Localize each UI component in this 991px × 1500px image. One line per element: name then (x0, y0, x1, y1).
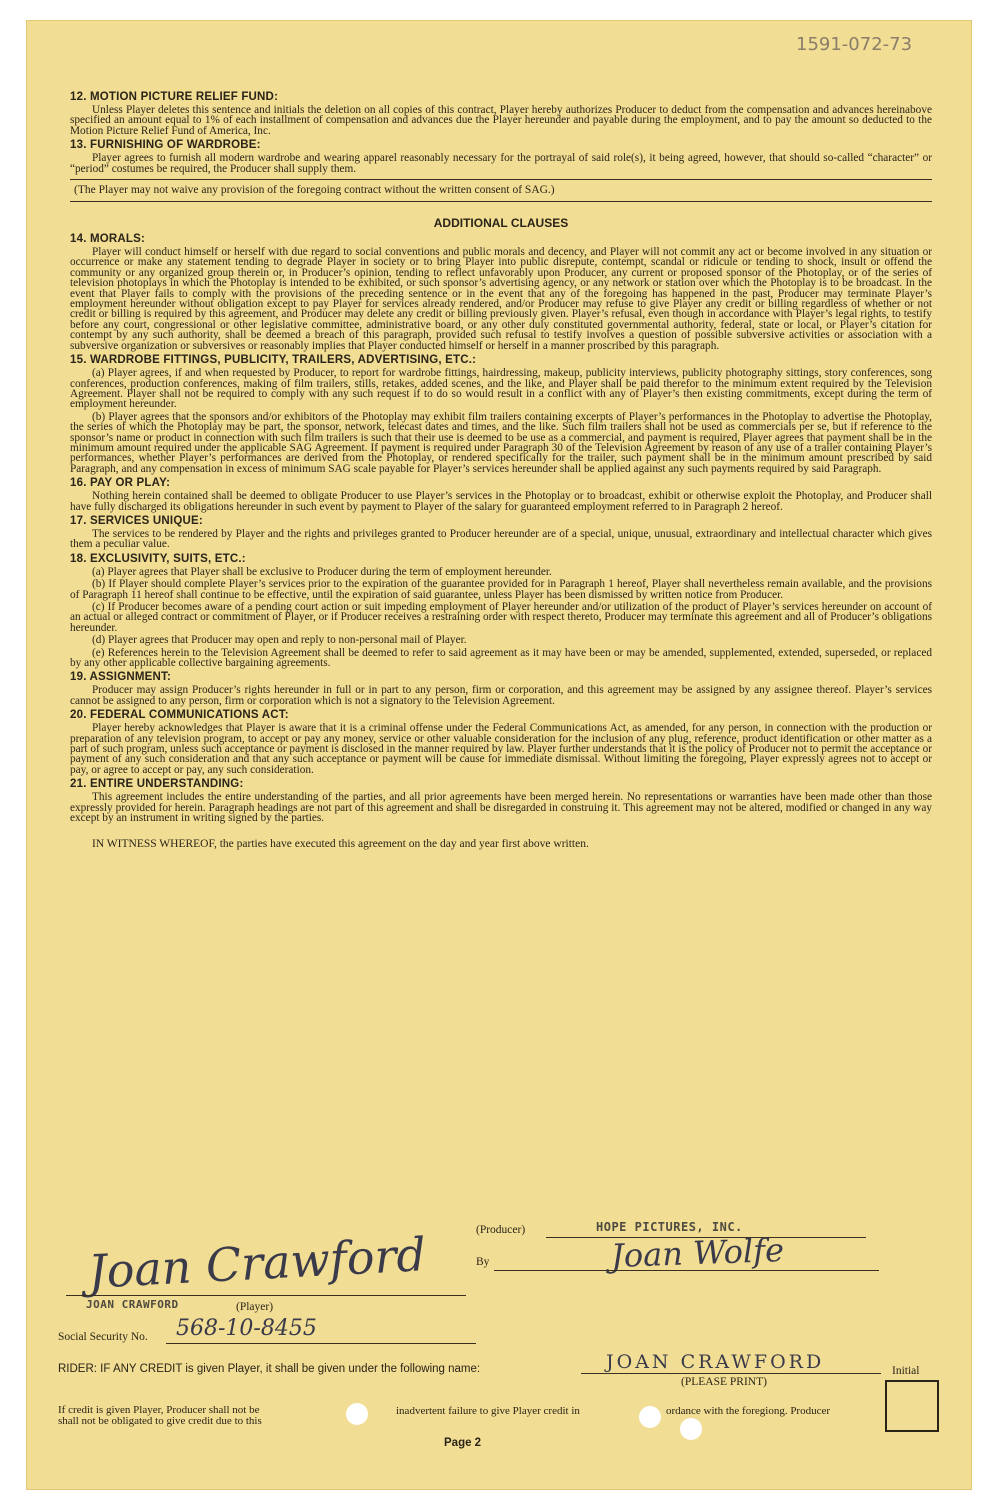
section-paragraph: Unless Player deletes this sentence and initials the deletion on all copies of this contract, Player hereby authorizes Producer to deduct from the compensation and advances hereinabove specified an amount equal to 1% of each installment of compensation and advances due the Player hereunder and payable during the employment, and to pay the amount so deducted to the Motion Picture Relief Fund of America, Inc. (70, 104, 932, 137)
waiver-note: (The Player may not waive any provision of the foregoing contract without the written consent of SAG.) (74, 184, 555, 197)
section-title: 15. WARDROBE FITTINGS, PUBLICITY, TRAILERS, ADVERTISING, ETC.: (70, 354, 477, 367)
producer-signature: Joan Wolfe (610, 1230, 785, 1276)
contract-section (70, 354, 932, 474)
section-paragraph: Player will conduct himself or herself with due regard to social conventions and public morals and decency, and Player will not commit any act or become involved in any situation or occurrence or make any statement tending to degrade Player in society or to bring Player into public disrepute, contempt, scandal or ridicule or tending to shock, insult or offend the community or any organized group therein or, in Producer’s opinion, tending to reflect unfavorably upon Producer, any current or proposed sponsor of the Photoplay, or of the series of television photoplays in which the Photoplay is intended to be exhibited, or such sponsor’s advertising agency, or any network or station over which the Photoplay is to be broadcast. In the event that Player fails to comply with the provisions of the preceding sentence or in the event that any of the foregoing has happened in the past, Producer may terminate Player’s employment hereunder without obligation except to pay Player for services already rendered, and/or Producer may refuse to give Player any credit or billing regardless of whether or not credit or billing is required by this agreement, and Producer may delete any credit or billing previously given. Player’s refusal, even though in accordance with Player’s legal rights, to testify before any court, congressional or other legislative committee, administrative board, or any other duly constituted governmental authority, federal, state or local, or Player’s citation for contempt by any such authority, shall be deemed a breach of this paragraph, provided such refusal to testify involves a question of possible subversive activities or association with a subversive organization or subversives or reasonably implies that Player conducted himself or herself in a manner proscribed by this paragraph. (70, 246, 932, 352)
player-name-stamp: JOAN CRAWFORD (86, 1298, 179, 1311)
additional-clauses-title: ADDITIONAL CLAUSES (433, 216, 569, 231)
contract-section (70, 477, 932, 512)
player-signature: Joan Crawford (86, 1227, 428, 1299)
section-title: 20. FEDERAL COMMUNICATIONS ACT: (70, 709, 289, 722)
contract-page (26, 20, 972, 1490)
witness-clause: IN WITNESS WHEREOF, the parties have executed this agreement on the day and year first above written. (92, 837, 589, 850)
contract-section (70, 709, 932, 775)
section-title: 12. MOTION PICTURE RELIEF FUND: (70, 91, 279, 103)
rider-text: RIDER: IF ANY CREDIT is given Player, it shall be given under the following name: (58, 1363, 481, 1375)
player-line (66, 1295, 466, 1296)
ssn-value: 568-10-8455 (176, 1316, 317, 1341)
section-title: 14. MORALS: (70, 233, 146, 246)
divider (70, 179, 932, 180)
contract-body (70, 88, 932, 850)
punch-hole (639, 1406, 661, 1428)
section-title: 18. EXCLUSIVITY, SUITS, ETC.: (70, 552, 246, 565)
contract-section (70, 671, 932, 706)
ssn-label: Social Security No. (58, 1331, 148, 1343)
section-paragraph: Player hereby acknowledges that Player is aware that it is a criminal offense under the Federal Communications Act, as amended, for any person, in connection with the production or preparation of any television program, to accept or pay any money, service or other valuable consideration for the inclusion of any plug, reference, product identification or other matter as a part of such program, unless such acceptance or payment is disclosed in the manner required by law. Player further understands that it is the policy of Producer not to permit the acceptance or payment of any such consideration and that any such acceptance or payment will be cause for immediate dismissal. Without limiting the foregoing, Player expressly agrees not to accept or pay, or agree to accept or pay, any such consideration. (70, 722, 932, 776)
rider-line (581, 1373, 881, 1374)
ssn-line (166, 1343, 476, 1344)
contract-section (70, 553, 932, 669)
divider (70, 201, 932, 202)
section-title: 17. SERVICES UNIQUE: (70, 514, 203, 527)
producer-name-stamp: HOPE PICTURES, INC. (596, 1220, 743, 1234)
section-title: 21. ENTIRE UNDERSTANDING: (70, 778, 244, 791)
section-paragraph: (a) Player agrees that Player shall be exclusive to Producer during the term of employment hereunder. (92, 565, 552, 578)
sections (70, 233, 932, 823)
section-paragraph: (a) Player agrees, if and when requested by Producer, to report for wardrobe fittings, hairdressing, makeup, publicity interviews, publicity photography sittings, story conferences, song conferences, production conferences, making of film trailers, stills, retakes, added scenes, and the like, and Player shall be paid therefor to the minimum extent required by the Television Agreement. Player shall not be required to comply with any such request if to do so would result in a conflict with any of Player’s then existing commitments, except during the term of employment hereunder. (70, 367, 932, 411)
section-title: 13. FURNISHING OF WARDROBE: (70, 139, 261, 152)
section-paragraph: Producer may assign Producer’s rights hereunder in full or in part to any person, firm or corporation, and this agreement may be assigned by any assignee thereof. Player’s services cannot be assigned to any person, firm or corporation which is not a signatory to the Television Agreement. (70, 684, 932, 707)
section-paragraph: (c) If Producer becomes aware of a pending court action or suit impeding employment of Player hereunder and/or utilization of the product of Player’s services hereunder on account of an actual or alleged contract or commitment of Player, or if Producer receives a restraining order with respect thereto, Producer may terminate this agreement and all of Producer’s obligations hereunder. (70, 601, 932, 634)
section-paragraph: The services to be rendered by Player and the rights and privileges granted to Producer hereunder are of a special, unique, unusual, extraordinary and intellectual character which gives them a peculiar value. (70, 527, 932, 551)
section-paragraph: (b) If Player should complete Player’s services prior to the expiration of the guarantee provided for in Paragraph 1 hereof, Player shall nevertheless remain available, and the provisions of Paragraph 11 hereof shall continue to be effective, until the expiration of said guarantee, unless Player has been dismissed by written notice from Producer. (70, 578, 932, 601)
by-line (494, 1270, 879, 1271)
section-paragraph: Player agrees to furnish all modern wardrobe and wearing apparel reasonably necessary for the portrayal of said role(s), it being agreed, however, that should so-called “character” or “period” costumes be required, the Producer shall supply them. (70, 152, 932, 175)
by-label: By (476, 1256, 490, 1268)
section-paragraph: Nothing herein contained shall be deemed to obligate Producer to use Player’s services in the Photoplay or to broadcast, exhibit or otherwise exploit the Photoplay, and Producer shall have fully discharged its obligations hereunder in such event by payment to Player of the salary for guaranteed employment referred to in Paragraph 2 hereof. (70, 490, 932, 513)
producer-label: (Producer) (476, 1224, 526, 1236)
punch-hole (346, 1403, 368, 1425)
section-title: 16. PAY OR PLAY: (70, 477, 171, 490)
contract-section (70, 139, 932, 174)
credit-footer-right: ordance with the foregiong. Producer (666, 1405, 831, 1417)
player-label: (Player) (236, 1301, 274, 1313)
sections-before (70, 91, 932, 174)
rider-name: JOAN CRAWFORD (606, 1351, 825, 1373)
punch-hole (680, 1418, 702, 1440)
contract-section (70, 91, 932, 136)
section-paragraph: (e) References herein to the Television Agreement shall be deemed to refer to said agreement as it may have been or may be amended, supplemented, extended, superseded, or replaced by any other applicable collective bargaining agreements. (70, 646, 932, 670)
credit-footer-mid: inadvertent failure to give Player credit in (396, 1405, 580, 1417)
initial-box[interactable] (885, 1380, 939, 1432)
section-title: 19. ASSIGNMENT: (70, 671, 171, 684)
please-print-label: (PLEASE PRINT) (681, 1376, 767, 1388)
initial-label: Initial (892, 1365, 920, 1377)
credit-footer-left: If credit is given Player, Producer shall not be shall not be obligated to give credit due to this (58, 1404, 262, 1427)
contract-section (70, 515, 932, 550)
contract-section (70, 233, 932, 351)
pencil-note: 1591-072-73 (796, 34, 913, 55)
contract-section (70, 778, 932, 823)
page-number: Page 2 (444, 1437, 482, 1449)
section-paragraph: (b) Player agrees that the sponsors and/or exhibitors of the Photoplay may exhibit film trailers containing excerpts of Player’s performances in the Photoplay to advertise the Photoplay, the series of which the Photoplay may be part, the sponsor, network, telecast dates and times, and the like. Such film trailers shall not be used as commercials per se, but if reference to the sponsor’s name or product in connection with such film trailers is such that their use is deemed to be use as a commercial, and payment is required, Player agrees that payment shall be in the minimum amount required under the applicable SAG Agreement. If payment is required under Paragraph 30 of the Television Agreement by reason of any use of a trailer containing Player’s performances, whether Player’s performances are derived from the Photoplay, or rendered specifically for the trailer, such payment shall be in the minimum amount prescribed by said Paragraph, and any compensation in excess of minimum SAG scale payable for Player’s services hereunder shall be applied against any such payments required by said Paragraph. (70, 410, 932, 475)
section-paragraph: (d) Player agrees that Producer may open and reply to non-personal mail of Player. (92, 634, 467, 647)
section-paragraph: This agreement includes the entire understanding of the parties, and all prior agreements have been merged herein. No representations or warranties have been made other than those expressly provided for herein. Paragraph headings are not part of this agreement and shall be disregarded in construing it. This agreement may not be altered, modified or changed in any way except by an instrument in writing signed by the parties. (70, 791, 932, 825)
